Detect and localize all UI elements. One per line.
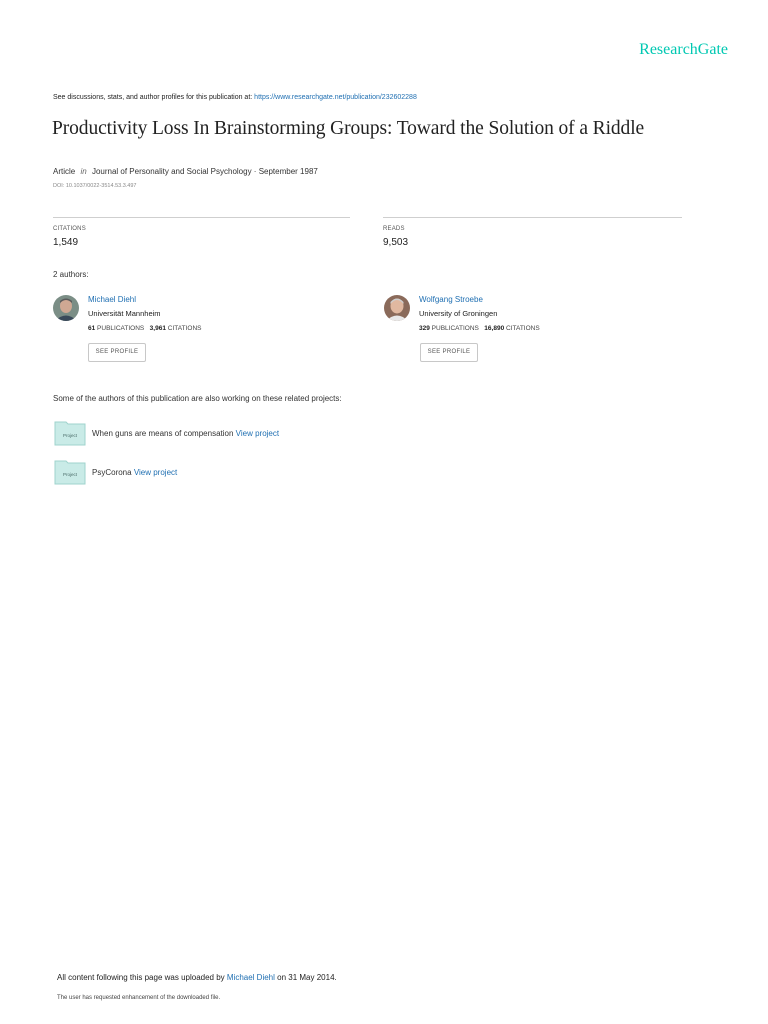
- citations-label: CITATIONS: [53, 226, 86, 232]
- enhancement-note: The user has requested enhancement of the downloaded file.: [57, 995, 221, 1001]
- citations-count: 3,961: [149, 325, 166, 332]
- in-label: in: [80, 167, 87, 176]
- publications-label: PUBLICATIONS: [97, 325, 145, 332]
- see-discussions-text: See discussions, stats, and author profiles for this publication at:: [53, 94, 255, 101]
- article-type: Article: [53, 167, 76, 176]
- citations-count: 1,549: [53, 237, 79, 248]
- author-institution: Universität Mannheim: [88, 309, 161, 318]
- view-project-link[interactable]: View project: [133, 468, 178, 477]
- author-avatar[interactable]: [384, 295, 410, 321]
- project-icon-label: Project: [62, 433, 78, 438]
- project-name: When guns are means of compensation: [92, 429, 234, 438]
- author-stats: [88, 325, 201, 332]
- author-name-link[interactable]: Michael Diehl: [88, 295, 137, 304]
- author-avatar[interactable]: [53, 295, 79, 321]
- see-profile-button[interactable]: SEE PROFILE: [420, 343, 478, 362]
- publications-count: 329: [419, 325, 430, 332]
- researchgate-logo[interactable]: ResearchGate: [639, 41, 728, 58]
- author-stats: [419, 325, 540, 332]
- upload-prefix: All content following this page was uploaded by: [57, 973, 227, 982]
- project-item: [92, 468, 177, 477]
- project-name: PsyCorona: [92, 468, 132, 477]
- see-profile-button[interactable]: SEE PROFILE: [88, 343, 146, 362]
- journal-name: Journal of Personality and Social Psychology · September 1987: [91, 167, 318, 176]
- author-name-link[interactable]: Wolfgang Stroebe: [419, 295, 483, 304]
- project-folder-icon: [54, 420, 86, 446]
- uploader-link[interactable]: Michael Diehl: [226, 973, 275, 982]
- project-icon-label: Project: [62, 472, 78, 477]
- view-project-link[interactable]: View project: [235, 429, 280, 438]
- publications-count: 61: [88, 325, 96, 332]
- citations-label: CITATIONS: [167, 325, 202, 332]
- publication-url-line: [53, 94, 417, 101]
- project-folder-icon: [54, 459, 86, 485]
- project-item: [92, 429, 279, 438]
- article-meta: [53, 167, 318, 176]
- upload-note: [57, 973, 337, 982]
- reads-count: 9,503: [383, 237, 409, 248]
- reads-label: READS: [383, 226, 405, 232]
- citations-divider: [53, 217, 350, 218]
- upload-suffix: on 31 May 2014.: [274, 973, 337, 982]
- publication-url-link[interactable]: https://www.researchgate.net/publication/232602288: [254, 94, 417, 101]
- author-institution: University of Groningen: [419, 309, 498, 318]
- citations-label: CITATIONS: [506, 325, 540, 332]
- article-title: Productivity Loss In Brainstorming Groups: Toward the Solution of a Riddle: [52, 118, 645, 139]
- reads-divider: [383, 217, 682, 218]
- publications-label: PUBLICATIONS: [431, 325, 479, 332]
- related-projects-heading: Some of the authors of this publication are also working on these related projects:: [53, 394, 342, 403]
- authors-heading: 2 authors:: [53, 270, 89, 279]
- citations-count: 16,890: [484, 325, 505, 332]
- article-doi: DOI: 10.1037/0022-3514.53.3.497: [53, 183, 137, 189]
